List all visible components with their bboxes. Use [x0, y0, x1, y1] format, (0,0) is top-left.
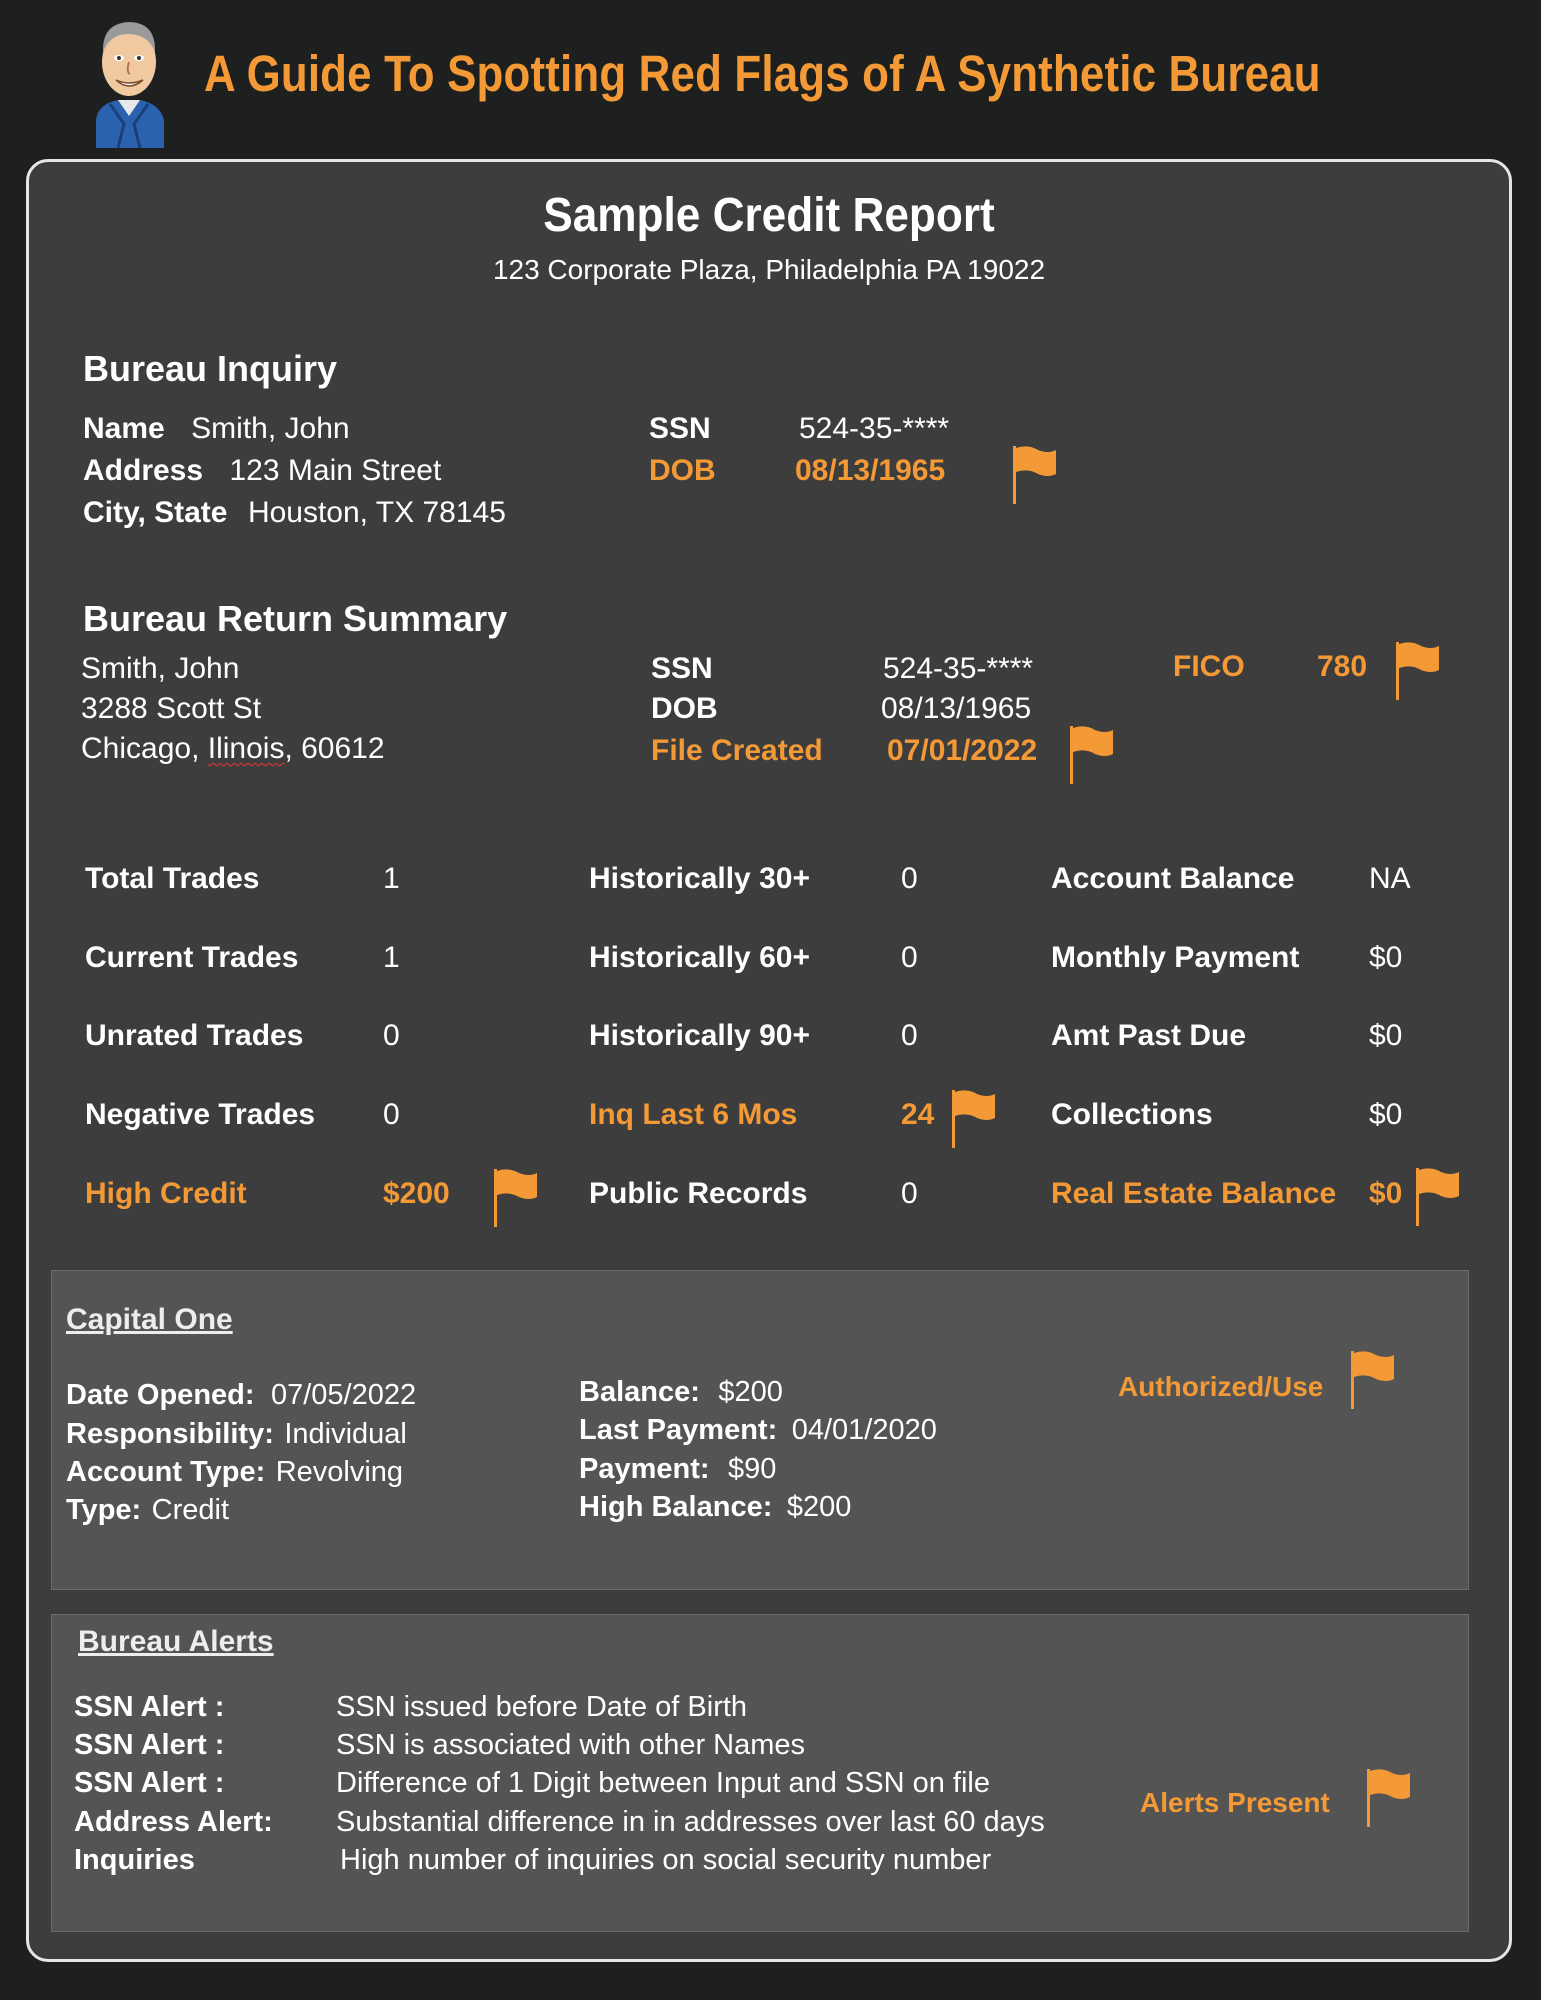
inquiry-dob-label: DOB [649, 454, 716, 487]
stat-label: Total Trades [85, 862, 260, 895]
stat-label: Historically 60+ [589, 941, 810, 974]
credit-report-panel [26, 159, 1512, 1962]
summary-dob-label: DOB [651, 692, 718, 725]
stat-label-flagged: Inq Last 6 Mos [589, 1098, 798, 1131]
red-flag-icon [1348, 1349, 1398, 1411]
tradeline-creditor: Capital One [66, 1303, 233, 1336]
inquiry-name-value: Smith, John [191, 412, 350, 445]
inquiry-name-row [83, 412, 350, 446]
cartoon-avatar-icon [88, 12, 170, 148]
field-value: $90 [728, 1453, 777, 1485]
stat-label-flagged: High Credit [85, 1177, 247, 1210]
tradeline-balance [579, 1376, 783, 1409]
stat-label: Public Records [589, 1177, 808, 1210]
alerts-present-label: Alerts Present [1140, 1787, 1330, 1818]
summary-city-part1: Chicago, [81, 732, 208, 765]
red-flag-icon [1067, 724, 1117, 786]
red-flag-icon [1393, 640, 1443, 702]
inquiry-ssn-value: 524-35-**** [799, 412, 950, 445]
stat-value: 0 [901, 941, 918, 974]
stat-label: Unrated Trades [85, 1019, 304, 1052]
inquiry-dob-value: 08/13/1965 [795, 454, 946, 487]
bureau-alerts-box [51, 1614, 1469, 1932]
red-flag-icon [491, 1167, 541, 1229]
stat-label: Negative Trades [85, 1098, 316, 1131]
report-address: 123 Corporate Plaza, Philadelphia PA 19022 [492, 254, 1046, 285]
alert-text: Difference of 1 Digit between Input and SSN on file [336, 1767, 990, 1799]
page-header [0, 0, 1541, 155]
red-flag-icon [949, 1088, 999, 1150]
alert-text: Substantial difference in in addresses over last 60 days [336, 1806, 1045, 1838]
bureau-alerts-heading: Bureau Alerts [78, 1625, 274, 1658]
summary-dob-value: 08/13/1965 [881, 692, 1032, 725]
stat-value: NA [1369, 862, 1411, 895]
summary-city-state: Ilinois [207, 732, 285, 765]
field-label: Type: [66, 1494, 142, 1526]
tradeline-high-balance [579, 1491, 851, 1524]
stat-value-flagged: $200 [383, 1177, 450, 1210]
field-label: Responsibility: [66, 1418, 274, 1450]
inquiry-city-row [83, 496, 506, 530]
stat-value: 0 [901, 1177, 918, 1210]
inquiry-city-value: Houston, TX 78145 [247, 496, 506, 529]
alert-label: Inquiries [74, 1844, 195, 1876]
summary-city-part2: , 60612 [284, 732, 385, 765]
field-label: High Balance: [579, 1491, 773, 1523]
inquiry-address-row [83, 454, 441, 488]
stat-value: 0 [383, 1019, 400, 1052]
field-label: Payment: [579, 1453, 710, 1485]
field-value: $200 [786, 1491, 852, 1523]
stat-label: Monthly Payment [1051, 941, 1300, 974]
field-value: Revolving [275, 1456, 404, 1488]
field-value: 04/01/2020 [791, 1414, 937, 1446]
field-label: Last Payment: [579, 1414, 778, 1446]
red-flag-icon [1413, 1166, 1463, 1228]
bureau-inquiry-heading: Bureau Inquiry [83, 348, 338, 389]
alert-text: High number of inquiries on social security number [340, 1844, 992, 1876]
stat-label: Historically 90+ [589, 1019, 810, 1052]
stat-value: 1 [383, 941, 400, 974]
stat-label: Account Balance [1051, 862, 1295, 895]
tradeline-box [51, 1270, 1469, 1590]
stat-value-flagged: $0 [1369, 1177, 1403, 1210]
stat-label-flagged: Real Estate Balance [1051, 1177, 1337, 1210]
inquiry-ssn-label: SSN [649, 412, 711, 445]
inquiry-name-label: Name [83, 412, 165, 445]
stat-value: $0 [1369, 941, 1403, 974]
stat-label: Collections [1051, 1098, 1213, 1131]
summary-file-created-label: File Created [651, 734, 823, 767]
stat-value: 0 [901, 862, 918, 895]
field-label: Account Type: [66, 1456, 266, 1488]
alert-text: SSN issued before Date of Birth [336, 1691, 748, 1723]
summary-ssn-label: SSN [651, 652, 713, 685]
stat-label: Current Trades [85, 941, 299, 974]
stat-label: Historically 30+ [589, 862, 810, 895]
bureau-return-summary-heading: Bureau Return Summary [83, 598, 508, 639]
summary-city [81, 732, 385, 766]
alert-label: SSN Alert : [74, 1691, 225, 1723]
field-value: 07/05/2022 [270, 1379, 417, 1411]
tradeline-account-type [66, 1456, 403, 1489]
summary-fico-label: FICO [1173, 650, 1245, 683]
inquiry-city-label: City, State [83, 496, 228, 529]
alert-label: Address Alert: [74, 1806, 273, 1838]
tradeline-date-opened [66, 1379, 416, 1412]
alert-text: SSN is associated with other Names [336, 1729, 806, 1761]
tradeline-responsibility [66, 1418, 407, 1451]
stat-value-flagged: 24 [901, 1098, 935, 1131]
summary-name: Smith, John [81, 652, 240, 685]
tradeline-payment [579, 1453, 776, 1486]
summary-file-created-value: 07/01/2022 [887, 734, 1038, 767]
stat-value: 0 [383, 1098, 400, 1131]
stat-value: $0 [1369, 1019, 1403, 1052]
field-value: $200 [718, 1376, 783, 1408]
red-flag-icon [1364, 1767, 1414, 1829]
summary-fico-value: 780 [1317, 650, 1368, 683]
tradeline-type [66, 1494, 229, 1527]
field-value: Individual [284, 1418, 407, 1450]
page-title: A Guide To Spotting Red Flags of A Synthetic Bureau [204, 45, 1321, 102]
summary-ssn-value: 524-35-**** [883, 652, 1034, 685]
stat-value: 0 [901, 1019, 918, 1052]
stat-label: Amt Past Due [1051, 1019, 1247, 1052]
inquiry-address-label: Address [83, 454, 204, 487]
alert-label: SSN Alert : [74, 1767, 225, 1799]
tradeline-flag-label: Authorized/Use [1118, 1371, 1324, 1402]
inquiry-address-value: 123 Main Street [229, 454, 442, 487]
alert-label: SSN Alert : [74, 1729, 225, 1761]
tradeline-last-payment [579, 1414, 937, 1447]
stat-value: 1 [383, 862, 400, 895]
field-label: Date Opened: [66, 1379, 255, 1411]
report-title: Sample Credit Report [543, 189, 995, 242]
summary-street: 3288 Scott St [81, 692, 262, 725]
field-value: Credit [151, 1494, 230, 1526]
red-flag-icon [1010, 444, 1060, 506]
field-label: Balance: [579, 1376, 700, 1408]
stat-value: $0 [1369, 1098, 1403, 1131]
